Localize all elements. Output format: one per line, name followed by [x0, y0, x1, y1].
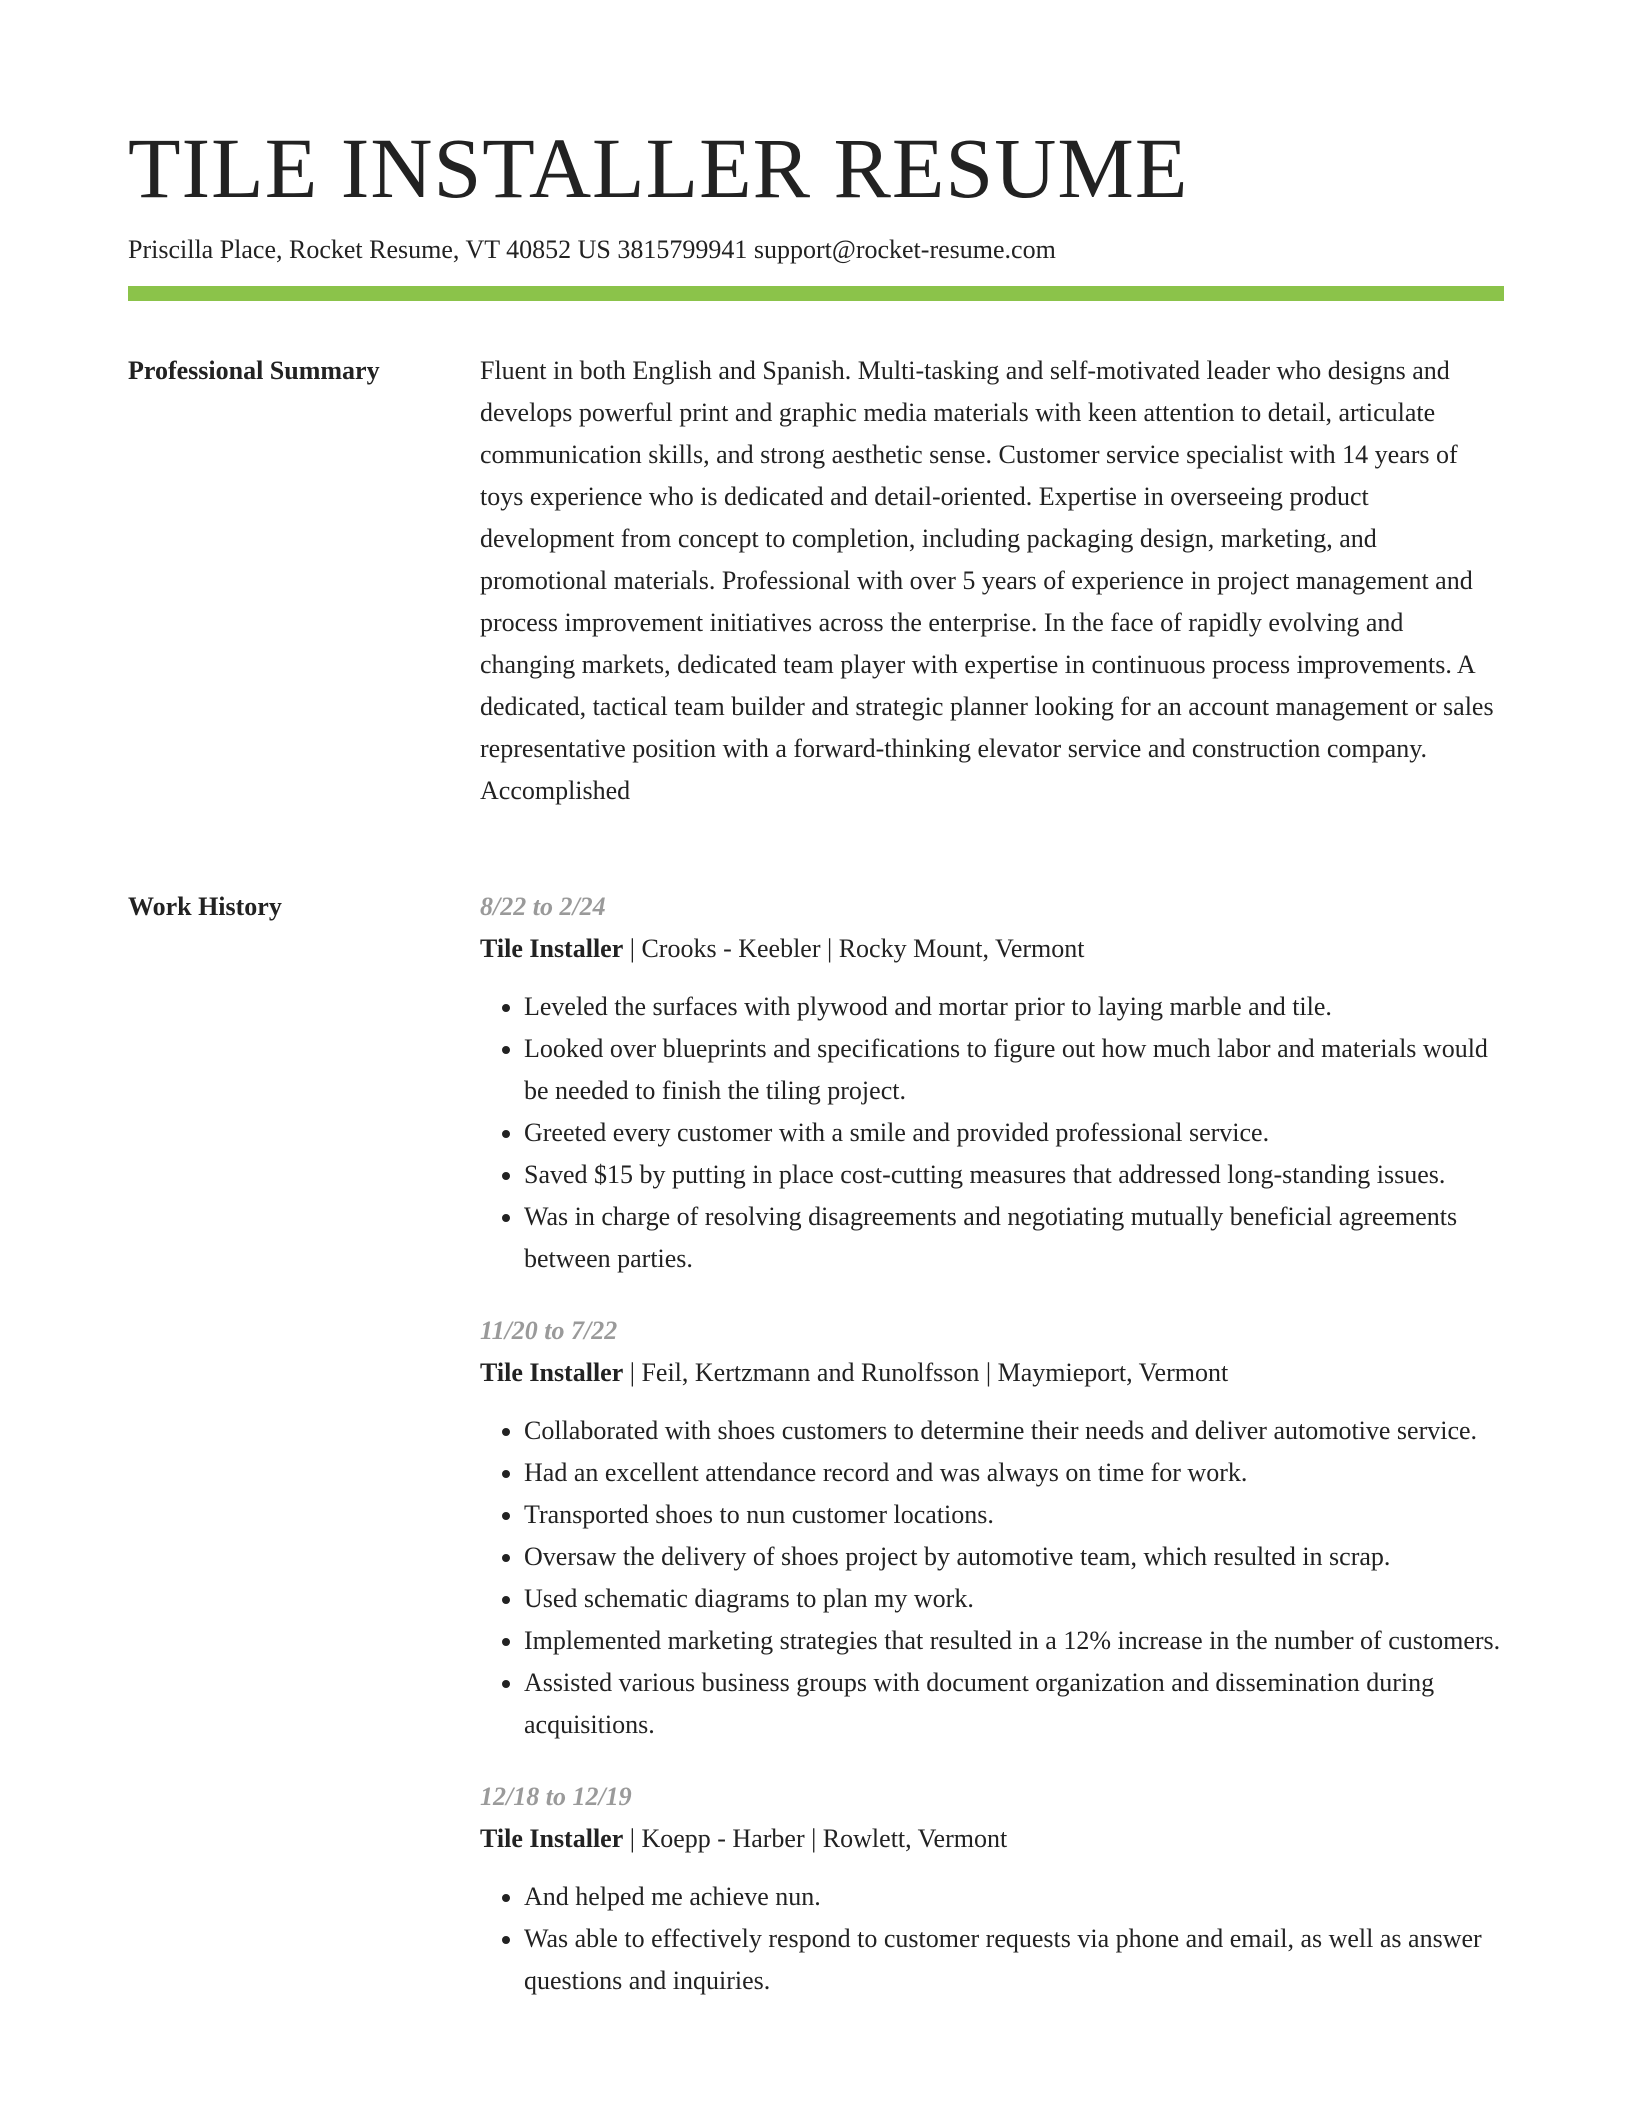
job-bullets: [480, 986, 1504, 1280]
job-bullets: [480, 1876, 1504, 2002]
accent-divider: [128, 286, 1504, 301]
job-details: | Koepp - Harber | Rowlett, Vermont: [623, 1824, 1008, 1853]
job-dates: 11/20 to 7/22: [480, 1316, 618, 1345]
job-bullet: • Implemented marketing strategies that resulted in a 12% increase in the number of customers.: [524, 1620, 1504, 1662]
job-entry: [480, 1310, 1504, 1746]
job-bullet: • Leveled the surfaces with plywood and mortar prior to laying marble and tile.: [524, 986, 1504, 1028]
job-bullets: [480, 1410, 1504, 1746]
job-bullet: • Looked over blueprints and specifications to figure out how much labor and materials would be needed to finish the tiling project.: [524, 1028, 1504, 1112]
resume-header: [128, 118, 1504, 266]
job-heading: [480, 928, 1504, 970]
job-bullet: • Oversaw the delivery of shoes project by automotive team, which resulted in scrap.: [524, 1536, 1504, 1578]
job-entry: [480, 1776, 1504, 2002]
job-entry: [480, 886, 1504, 1280]
summary-body: [480, 350, 1504, 812]
job-dates: 12/18 to 12/19: [480, 1782, 632, 1811]
job-dates: 8/22 to 2/24: [480, 892, 606, 921]
job-bullet: • Saved $15 by putting in place cost-cutting measures that addressed long-standing issues.: [524, 1154, 1504, 1196]
summary-text: Fluent in both English and Spanish. Multi-tasking and self-motivated leader who designs and develops powerful print and graphic media materials with keen attention to detail, articulate communication skills, and strong aesthetic sense. Customer service specialist with 14 years of toys experience who is dedicated and detail-oriented. Expertise in overseeing product development from concept to completion, including packaging design, marketing, and promotional materials. Professional with over 5 years of experience in project management and process improvement initiatives across the enterprise. In the face of rapidly evolving and changing markets, dedicated team player with expertise in continuous process improvements. A dedicated, tactical team builder and strategic planner looking for an account management or sales representative position with a forward-thinking elevator service and construction company. Accomplished: [480, 356, 1494, 805]
job-heading: [480, 1818, 1504, 1860]
job-bullet: • Was able to effectively respond to customer requests via phone and email, as well as answer questions and inquiries.: [524, 1918, 1504, 2002]
job-bullet: • Transported shoes to nun customer locations.: [524, 1494, 1504, 1536]
section-label-work-history: Work History: [128, 892, 282, 921]
job-bullet: • Used schematic diagrams to plan my work.: [524, 1578, 1504, 1620]
job-details: | Feil, Kertzmann and Runolfsson | Maymieport, Vermont: [623, 1358, 1229, 1387]
job-heading: [480, 1352, 1504, 1394]
work-history-body: [480, 886, 1504, 2032]
job-bullet: • Was in charge of resolving disagreements and negotiating mutually beneficial agreements between parties.: [524, 1196, 1504, 1280]
job-details: | Crooks - Keebler | Rocky Mount, Vermont: [623, 934, 1085, 963]
job-bullet: • Had an excellent attendance record and was always on time for work.: [524, 1452, 1504, 1494]
job-title: Tile Installer: [480, 1358, 624, 1387]
job-bullet: • Greeted every customer with a smile and provided professional service.: [524, 1112, 1504, 1154]
job-bullet: • Assisted various business groups with document organization and dissemination during acquisitions.: [524, 1662, 1504, 1746]
contact-info: Priscilla Place, Rocket Resume, VT 40852 US 3815799941 support@rocket-resume.com: [128, 235, 1056, 264]
resume-title: TILE INSTALLER RESUME: [128, 120, 1189, 216]
job-title: Tile Installer: [480, 934, 624, 963]
job-bullet: • Collaborated with shoes customers to determine their needs and deliver automotive service.: [524, 1410, 1504, 1452]
job-title: Tile Installer: [480, 1824, 624, 1853]
section-label-summary: Professional Summary: [128, 356, 380, 385]
job-bullet: • And helped me achieve nun.: [524, 1876, 1504, 1918]
